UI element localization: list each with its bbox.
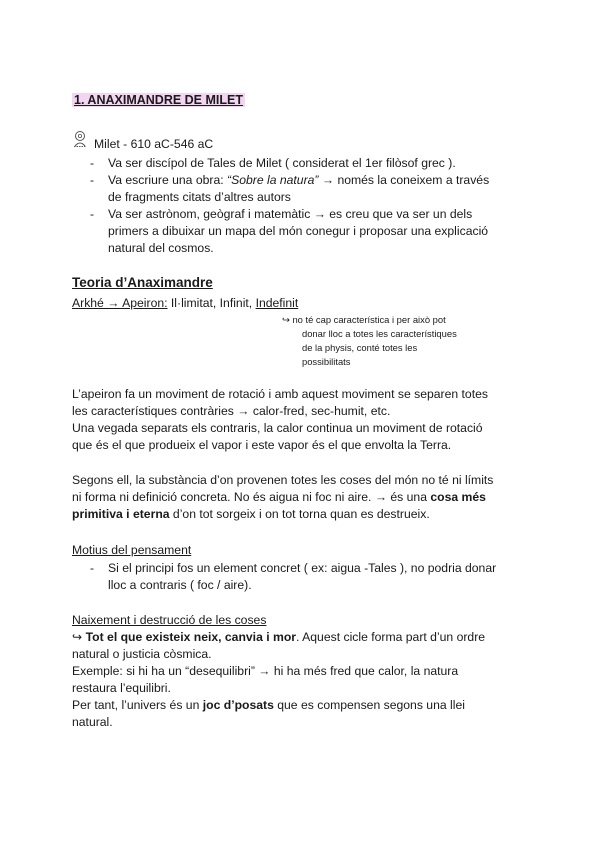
thinker-icon [72,130,88,148]
paragraph-line: les característiques contràries → calor-fred, sec-humit, etc. [72,404,391,418]
naixement-line: Per tant, l’univers és un joc d’posats que es compensen segons una llei [72,698,465,712]
naixement-line: restaura l’equilibri. [72,681,171,695]
curved-arrow-icon: ↪ [72,630,83,644]
paragraph-line: L’apeiron fa un moviment de rotació i amb aquest moviment se separen totes [72,387,488,401]
apeiron-note-line-2: donar lloc a totes les característiques [302,328,457,339]
bio-bullet-3: Va ser astrònom, geògraf i matemàtic → es creu que va ser un dels [108,207,473,221]
paragraph-line: que és el que produeix el vapor i este vapor és el que envolta la Terra. [72,438,452,452]
paragraph-line: primitiva i eterna d’on tot sorgeix i on tot torna quan es destrueix. [72,507,430,521]
apeiron-note-line-3: de la physis, conté totes les [302,342,418,353]
naixement-line: Exemple: si hi ha un “desequilibri” → hi ha més fred que calor, la natura [72,664,459,678]
motius-bullet-line-2: lloc a contraris ( foc / aire). [108,578,252,592]
curved-arrow-icon: ↪ [282,314,290,325]
paragraph-line: ni forma ni definició concreta. No és aigua ni foc ni aire. → és una cosa més [72,490,486,504]
bio-intro: Milet - 610 aC-546 aC [94,137,214,151]
page-title: 1. ANAXIMANDRE DE MILET [74,93,243,107]
arkhe-line: Arkhé → Apeiron: Il·limitat, Infinit, Indefinit [72,296,299,310]
bullet-dash: - [90,561,95,575]
bullet-dash: - [90,173,95,187]
bio-bullet-2: Va escriure una obra: “Sobre la natura” → només la coneixem a través [108,173,490,187]
naixement-line: natural. [72,715,113,729]
bio-bullet-2-line-2: de fragments citats d’altres autors [108,190,291,204]
paragraph-line: Segons ell, la substància d’on provenen totes les coses del món no té ni límits [72,473,494,487]
paragraph-line: Una vegada separats els contraris, la calor continua un moviment de rotació [72,421,483,435]
apeiron-note-line-4: possibilitats [302,356,351,367]
naixement-line: natural o justicia còsmica. [72,647,212,661]
motius-bullet: Si el principi fos un element concret ( ex: aigua -Tales ), no podria donar [108,561,497,575]
apeiron-note: ↪ no té cap característica i per això pot [282,314,446,325]
bullet-dash: - [90,207,95,221]
bio-bullet-3-line-3: natural del cosmos. [108,241,214,255]
bio-bullet-1: Va ser discípol de Tales de Milet ( considerat el 1er filòsof grec ). [108,156,456,170]
naixement-line: ↪ Tot el que existeix neix, canvia i mor. Aquest cicle forma part d’un ordre [72,630,486,644]
bio-bullet-3-line-2: primers a dibuixar un mapa del món conegur i proposar una explicació [108,224,489,238]
section-title-teoria: Teoria d’Anaximandre [72,275,213,290]
bullet-dash: - [90,156,95,170]
section-title-naixement: Naixement i destrucció de les coses [72,613,267,627]
section-title-motius: Motius del pensament [72,543,192,557]
